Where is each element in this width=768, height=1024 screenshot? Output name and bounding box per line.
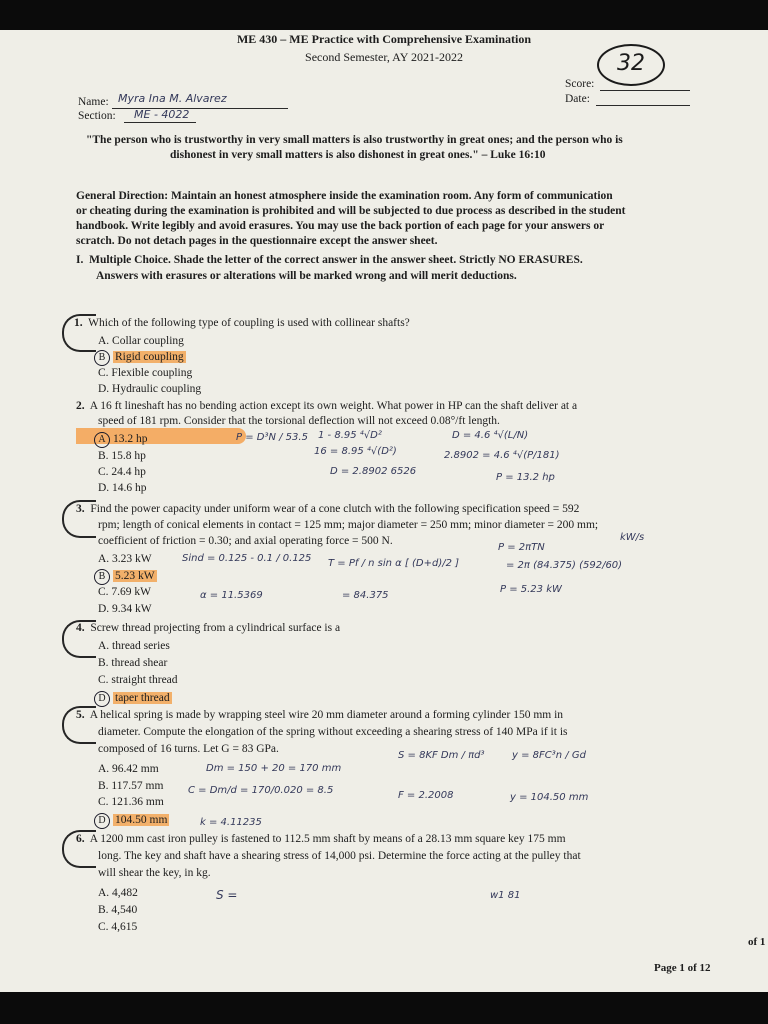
question-2-answer-mark: A [94,432,110,448]
question-2-option-a [94,432,148,448]
q5-work-6: y = 8FC³n / Gd [512,750,586,761]
question-4 [76,622,340,634]
question-1-number: 1. [74,317,83,329]
q2-work-2: 16 = 8.95 ⁴√(D²) [314,446,397,457]
question-2-text-1: A 16 ft lineshaft has no bending action except its own weight. What power in HP can the shaft deliver at a [89,400,578,412]
q3-work-4: = 84.375 [342,590,389,601]
question-6-text-1: A 1200 mm cast iron pulley is fastened to 112.5 mm shaft by means of a 28.13 mm square key 175 mm [89,833,566,845]
question-2-option-d: D. 14.6 hp [98,482,147,494]
q3-work-7: P = 5.23 kW [500,584,562,595]
question-1-option-a: A. Collar coupling [98,335,184,347]
section-1-line-2: Answers with erasures or alterations will be marked wrong and will merit deductions. [96,270,517,282]
quote-line-2: dishonest in very small matters is also dishonest in great ones." – Luke 16:10 [170,149,546,161]
score-mark: 32 [597,44,665,86]
question-5-option-b: B. 117.57 mm [98,780,164,792]
question-6-option-a: A. 4,482 [98,887,138,899]
question-2-option-a-text: 13.2 hp [113,433,148,445]
date-label: Date: [565,93,590,105]
q3-work-5: P = 2πTN [498,542,545,553]
section-1-numeral: I. [76,254,84,266]
direction-label: General Direction: [76,190,169,202]
question-1-option-b [94,350,186,366]
section-1-line-1 [76,254,583,266]
question-1-answer-mark: B [94,350,110,366]
q3-work-3: T = Pf / n sin α [ (D+d)/2 ] [328,558,460,569]
quote-line-1: "The person who is trustworthy in very small matters is also trustworthy in great ones; and the person who is [86,134,623,146]
q5-work-5: F = 2.2008 [398,790,454,801]
question-3-number: 3. [76,503,85,515]
q2-work-4: D = 2.8902 6526 [330,466,417,477]
question-6 [76,833,566,845]
direction-line-2: or cheating during the examination is prohibited and will be subjected to due process as described in the student [76,205,626,217]
question-5-number: 5. [76,709,85,721]
q5-work-3: k = 4.11235 [200,817,262,828]
exam-subtitle: Second Semester, AY 2021-2022 [305,50,463,64]
q2-work-6: 2.8902 = 4.6 ⁴√(P/181) [444,450,560,461]
q3-work-6: = 2π (84.375) (592/60) [506,560,623,571]
question-3 [76,503,579,515]
section-1-text: Shade the letter of the correct answer in the answer sheet. Strictly [173,254,496,266]
question-5-text-3: composed of 16 turns. Let G = 83 GPa. [98,743,279,755]
exam-title: ME 430 – ME Practice with Comprehensive Examination [236,32,532,46]
question-3-option-b-text: 5.23 kW [115,570,155,582]
question-4-text: Screw thread projecting from a cylindrical surface is a [90,622,341,634]
question-5-text-1: A helical spring is made by wrapping steel wire 20 mm diameter around a forming cylinder 150 mm in [89,709,564,721]
question-4-option-d-text: taper thread [115,692,170,704]
q5-work-2: C = Dm/d = 170/0.020 = 8.5 [188,785,334,796]
question-6-text-2: long. The key and shaft have a shearing stress of 14,000 psi. Determine the force acting at the pulley that [98,850,581,862]
question-3-option-c: C. 7.69 kW [98,586,152,598]
question-3-text-3: coefficient of friction = 0.30; and axial operating force = 500 N. [98,535,393,547]
q2-work-5: D = 4.6 ⁴√(L/N) [452,430,529,441]
q5-work-4: S = 8KF Dm / πd³ [398,750,485,761]
next-page-edge-text: of 1 [748,936,766,948]
section-value: ME - 4022 [134,108,190,121]
question-1-option-b-text: Rigid coupling [115,351,184,363]
question-4-option-d [94,691,172,707]
question-3-option-a: A. 3.23 kW [98,553,152,565]
question-1-text: Which of the following type of coupling is used with collinear shafts? [88,317,410,329]
section-underline [124,122,196,123]
q6-work-1: S = [216,888,238,902]
question-3-text-1: Find the power capacity under uniform wear of a cone clutch with the following specification speed = 592 [90,503,580,515]
question-4-option-c: C. straight thread [98,674,178,686]
section-1-no-erasures: NO ERASURES. [498,254,583,266]
direction-line-1 [76,190,613,202]
question-6-option-b: B. 4,540 [98,904,138,916]
question-1 [74,317,410,329]
q3-work-2: α = 11.5369 [200,590,263,601]
question-6-text-3: will shear the key, in kg. [98,867,211,879]
question-5-option-c: C. 121.36 mm [98,796,164,808]
direction-line-3: handbook. Write legibly and avoid erasures. You may use the back portion of each page for your answers or [76,220,605,232]
question-3-answer-mark: B [94,569,110,585]
question-1-option-c: C. Flexible coupling [98,367,193,379]
q3-work-8: kW/s [620,532,645,543]
question-2-option-c: C. 24.4 hp [98,466,146,478]
question-1-option-d: D. Hydraulic coupling [98,383,202,395]
q2-work-7: P = 13.2 hp [496,472,555,483]
section-1-label: Multiple Choice. [89,254,171,266]
q5-work-1: Dm = 150 + 20 = 170 mm [206,763,342,774]
question-5-option-a: A. 96.42 mm [98,763,159,775]
section-label: Section: [78,110,116,122]
question-2-option-b: B. 15.8 hp [98,450,146,462]
date-underline [596,105,690,106]
question-2-text-2: speed of 181 rpm. Consider that the torsional deflection will not exceed 0.08°/ft length. [98,415,500,427]
q3-work-1: Sind = 0.125 - 0.1 / 0.125 [182,553,312,564]
question-5-answer-mark: D [94,813,110,829]
question-3-option-b [94,569,157,585]
name-value: Myra Ina M. Alvarez [118,92,227,105]
question-2-number: 2. [76,400,85,412]
question-4-answer-mark: D [94,691,110,707]
q6-work-2: w1 81 [490,890,521,901]
question-6-number: 6. [76,833,85,845]
score-underline [600,90,690,91]
question-4-number: 4. [76,622,85,634]
q5-work-7: y = 104.50 mm [510,792,589,803]
question-4-option-a: A. thread series [98,640,170,652]
score-label: Score: [565,78,595,90]
direction-line-4: scratch. Do not detach pages in the questionnaire except the answer sheet. [76,235,438,247]
question-6-option-c: C. 4,615 [98,921,138,933]
question-2 [76,400,577,412]
question-5-text-2: diameter. Compute the elongation of the spring without exceeding a shearing stress of 140 MPa if it is [98,726,568,738]
q2-work-3: 1 - 8.95 ⁴√D² [318,430,382,441]
question-5-option-d-text: 104.50 mm [115,814,168,826]
page-number: Page 1 of 12 [654,962,711,974]
question-5-option-d [94,813,169,829]
question-5 [76,709,563,721]
exam-page [0,30,768,992]
question-3-text-2: rpm; length of conical elements in contact = 125 mm; major diameter = 250 mm; minor diameter = 200 mm; [98,519,599,531]
direction-text-1: Maintain an honest atmosphere inside the examination room. Any form of communication [170,190,613,202]
name-label: Name: [78,96,109,108]
q2-work-1: P = D³N / 53.5 [236,432,308,443]
question-3-option-d: D. 9.34 kW [98,603,152,615]
question-4-option-b: B. thread shear [98,657,168,669]
